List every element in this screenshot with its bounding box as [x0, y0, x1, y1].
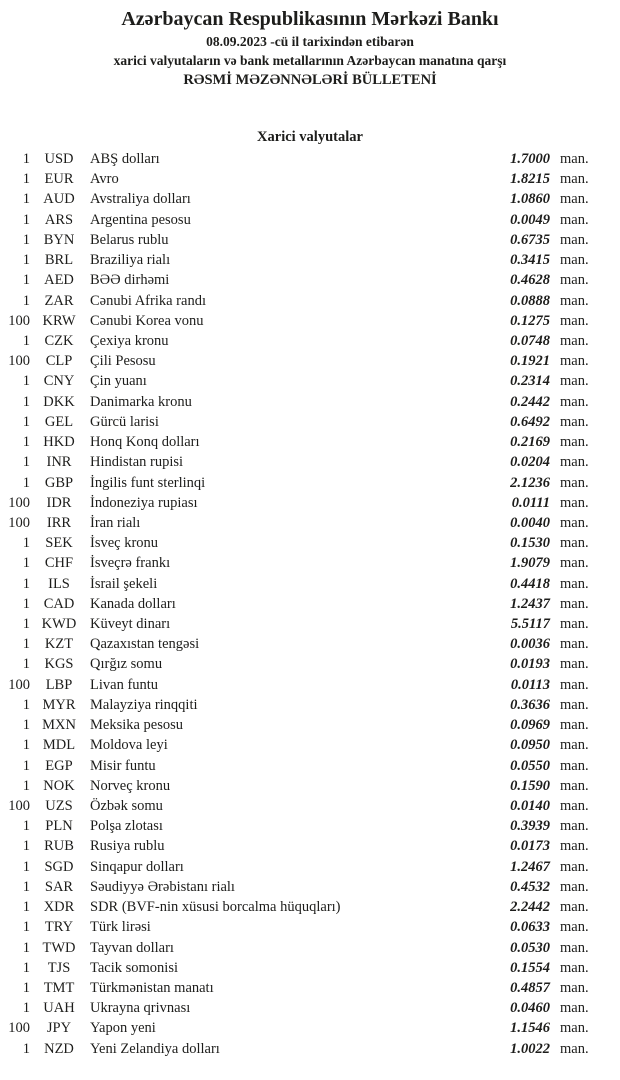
quantity-cell: 100 — [8, 514, 30, 531]
rate-value-cell: 1.8215 — [510, 171, 550, 188]
rate-value-cell: 0.2314 — [510, 373, 550, 390]
rate-value-cell: 0.3636 — [510, 696, 550, 713]
unit-cell: man. — [560, 252, 589, 269]
unit-cell: man. — [560, 616, 589, 633]
unit-cell: man. — [560, 514, 589, 531]
currency-name-cell: Yapon yeni — [90, 1020, 156, 1037]
currency-name-cell: Yeni Zelandiya dolları — [90, 1040, 220, 1057]
unit-cell: man. — [560, 353, 589, 370]
unit-cell: man. — [560, 292, 589, 309]
currency-code-cell: HKD — [43, 434, 75, 451]
exchange-rate-row — [0, 331, 620, 351]
currency-code-cell: BYN — [43, 231, 75, 248]
exchange-rate-row — [0, 796, 620, 816]
rate-value-cell: 0.1921 — [510, 353, 550, 370]
exchange-rate-row — [0, 1018, 620, 1038]
currency-code-cell: TMT — [43, 979, 75, 996]
currency-name-cell: Türk lirəsi — [90, 919, 151, 936]
exchange-rate-row — [0, 291, 620, 311]
quantity-cell: 1 — [22, 757, 30, 774]
rate-value-cell: 0.0111 — [511, 494, 550, 511]
currency-code-cell: INR — [46, 454, 72, 471]
currency-code-cell: IDR — [46, 494, 72, 511]
rate-value-cell: 0.0550 — [510, 757, 550, 774]
rate-value-cell: 0.2442 — [510, 393, 550, 410]
unit-cell: man. — [560, 696, 589, 713]
currency-name-cell: Qazaxıstan tengəsi — [90, 636, 200, 653]
quantity-cell: 1 — [22, 555, 30, 572]
exchange-rate-row — [0, 513, 620, 533]
currency-name-cell: Çili Pesosu — [90, 353, 156, 370]
unit-cell: man. — [560, 899, 589, 916]
quantity-cell: 1 — [22, 959, 30, 976]
unit-cell: man. — [560, 919, 589, 936]
exchange-rate-row — [0, 594, 620, 614]
unit-cell: man. — [560, 818, 589, 835]
currency-code-cell: USD — [44, 151, 74, 167]
currency-code-cell: CAD — [43, 595, 75, 612]
currency-code-cell: ZAR — [44, 292, 74, 309]
exchange-rate-row — [0, 493, 620, 513]
quantity-cell: 1 — [22, 454, 30, 471]
unit-cell: man. — [560, 838, 589, 855]
rate-value-cell: 0.4857 — [510, 979, 550, 996]
exchange-rate-row — [0, 998, 620, 1018]
rate-value-cell: 1.7000 — [510, 151, 550, 167]
effective-date-line: 08.09.2023 -cü il tarixindən etibarən — [206, 34, 414, 49]
rate-value-cell: 1.1546 — [510, 1020, 550, 1037]
rate-value-cell: 0.0204 — [510, 454, 550, 471]
quantity-cell: 1 — [22, 1040, 30, 1057]
rate-value-cell: 1.2437 — [510, 595, 550, 612]
currency-code-cell: NOK — [43, 777, 75, 794]
unit-cell: man. — [560, 636, 589, 653]
exchange-rate-row — [0, 675, 620, 695]
unit-cell: man. — [560, 171, 589, 188]
quantity-cell: 1 — [22, 939, 30, 956]
exchange-rate-row — [0, 715, 620, 735]
currency-code-cell: ARS — [44, 211, 74, 228]
quantity-cell: 1 — [22, 373, 30, 390]
rate-value-cell: 1.0022 — [510, 1040, 550, 1057]
quantity-cell: 1 — [22, 1000, 30, 1017]
currency-name-cell: Livan funtu — [90, 676, 159, 693]
currency-name-cell: Çin yuanı — [90, 373, 147, 390]
unit-cell: man. — [560, 191, 589, 208]
rate-value-cell: 0.0633 — [510, 919, 550, 936]
quantity-cell: 1 — [22, 595, 30, 612]
currency-name-cell: Moldova leyi — [90, 737, 168, 754]
quantity-cell: 1 — [22, 474, 30, 491]
unit-cell: man. — [560, 393, 589, 410]
currency-name-cell: Honq Konq dolları — [90, 434, 200, 451]
unit-cell: man. — [560, 858, 589, 875]
exchange-rate-row — [0, 169, 620, 189]
currency-name-cell: İndoneziya rupiası — [90, 494, 198, 511]
quantity-cell: 1 — [22, 211, 30, 228]
exchange-rate-row — [0, 432, 620, 452]
currency-name-cell: ABŞ dolları — [90, 151, 160, 167]
quantity-cell: 1 — [22, 171, 30, 188]
quantity-cell: 1 — [22, 434, 30, 451]
quantity-cell: 1 — [22, 878, 30, 895]
currency-name-cell: Sinqapur dolları — [90, 858, 184, 875]
currency-code-cell: TJS — [47, 959, 71, 976]
currency-name-cell: Hindistan rupisi — [90, 454, 184, 471]
currency-code-cell: KGS — [44, 656, 74, 673]
unit-cell: man. — [560, 535, 589, 552]
quantity-cell: 1 — [22, 656, 30, 673]
exchange-rate-row — [0, 938, 620, 958]
currency-name-cell: İsveçrə frankı — [90, 555, 171, 572]
exchange-rate-row — [0, 857, 620, 877]
currency-code-cell: UAH — [43, 1000, 75, 1017]
unit-cell: man. — [560, 373, 589, 390]
currency-code-cell: JPY — [46, 1020, 72, 1037]
currency-name-cell: Küveyt dinarı — [90, 616, 171, 633]
currency-code-cell: CNY — [43, 373, 75, 390]
rate-value-cell: 0.0049 — [510, 211, 550, 228]
currency-name-cell: Tacik somonisi — [90, 959, 178, 976]
rate-value-cell: 0.4532 — [510, 878, 550, 895]
currency-code-cell: EUR — [44, 171, 74, 188]
quantity-cell: 1 — [22, 899, 30, 916]
currency-code-cell: IRR — [46, 514, 72, 531]
rate-value-cell: 1.9079 — [510, 555, 550, 572]
subject-line: xarici valyutaların və bank metallarının Azərbaycan manatına qarşı — [113, 53, 507, 68]
rate-value-cell: 1.2467 — [510, 858, 550, 875]
unit-cell: man. — [560, 555, 589, 572]
bulletin-title: RƏSMİ MƏZƏNNƏLƏRİ BÜLLETENİ — [183, 72, 437, 88]
currency-name-cell: Norveç kronu — [90, 777, 171, 794]
currency-name-cell: Gürcü larisi — [90, 413, 159, 430]
exchange-rate-row — [0, 978, 620, 998]
quantity-cell: 1 — [22, 636, 30, 653]
unit-cell: man. — [560, 757, 589, 774]
currency-name-cell: Tayvan dolları — [90, 939, 174, 956]
exchange-rate-row — [0, 614, 620, 634]
currency-name-cell: İngilis funt sterlinqi — [90, 474, 206, 491]
rate-value-cell: 1.0860 — [510, 191, 550, 208]
currency-code-cell: AED — [44, 272, 74, 289]
rate-value-cell: 0.6735 — [510, 231, 550, 248]
unit-cell: man. — [560, 332, 589, 349]
currency-name-cell: Polşa zlotası — [90, 818, 163, 835]
unit-cell: man. — [560, 676, 589, 693]
currency-name-cell: Danimarka kronu — [90, 393, 192, 410]
quantity-cell: 1 — [22, 919, 30, 936]
currency-code-cell: XDR — [43, 899, 75, 916]
quantity-cell: 1 — [22, 292, 30, 309]
quantity-cell: 1 — [22, 393, 30, 410]
currency-name-cell: Kanada dolları — [90, 595, 176, 612]
rate-value-cell: 0.0748 — [510, 332, 550, 349]
unit-cell: man. — [560, 494, 589, 511]
quantity-cell: 1 — [22, 575, 30, 592]
quantity-cell: 1 — [22, 151, 30, 167]
currency-code-cell: KWD — [41, 616, 77, 633]
currency-name-cell: Çexiya kronu — [90, 332, 169, 349]
currency-code-cell: CZK — [44, 332, 74, 349]
exchange-rate-row — [0, 634, 620, 654]
currency-code-cell: NZD — [44, 1040, 74, 1057]
quantity-cell: 1 — [22, 838, 30, 855]
exchange-rate-row — [0, 230, 620, 250]
currency-code-cell: SEK — [45, 535, 73, 552]
currency-code-cell: BRL — [44, 252, 74, 269]
currency-name-cell: Argentina pesosu — [90, 211, 191, 228]
exchange-rate-row — [0, 533, 620, 553]
rate-value-cell: 0.0036 — [510, 636, 550, 653]
currency-code-cell: SAR — [44, 878, 74, 895]
currency-code-cell: TWD — [42, 939, 76, 956]
exchange-rate-row — [0, 412, 620, 432]
currency-code-cell: AUD — [43, 191, 75, 208]
quantity-cell: 1 — [22, 332, 30, 349]
unit-cell: man. — [560, 413, 589, 430]
currency-name-cell: Türkmənistan manatı — [90, 979, 214, 996]
currency-code-cell: CLP — [45, 353, 73, 370]
currency-code-cell: RUB — [44, 838, 74, 855]
rate-value-cell: 0.0530 — [510, 939, 550, 956]
currency-code-cell: LBP — [45, 676, 73, 693]
currency-code-cell: GBP — [44, 474, 74, 491]
rate-value-cell: 2.2442 — [510, 899, 550, 916]
quantity-cell: 100 — [8, 1020, 30, 1037]
rate-value-cell: 0.0888 — [510, 292, 550, 309]
currency-name-cell: İsrail şekeli — [90, 575, 158, 592]
currency-code-cell: KRW — [42, 312, 76, 329]
rate-value-cell: 0.3415 — [510, 252, 550, 269]
exchange-rate-row — [0, 351, 620, 371]
exchange-rate-row — [0, 735, 620, 755]
unit-cell: man. — [560, 656, 589, 673]
rate-value-cell: 0.1554 — [510, 959, 550, 976]
unit-cell: man. — [560, 312, 589, 329]
rate-value-cell: 0.4628 — [510, 272, 550, 289]
rate-value-cell: 0.0040 — [510, 514, 550, 531]
section-title-foreign-currencies: Xarici valyutalar — [257, 129, 363, 145]
rate-value-cell: 0.2169 — [510, 434, 550, 451]
unit-cell: man. — [560, 272, 589, 289]
rate-value-cell: 0.1275 — [510, 312, 550, 329]
currency-code-cell: KZT — [44, 636, 74, 653]
quantity-cell: 1 — [22, 413, 30, 430]
unit-cell: man. — [560, 595, 589, 612]
unit-cell: man. — [560, 777, 589, 794]
quantity-cell: 1 — [22, 777, 30, 794]
currency-name-cell: Avstraliya dolları — [90, 191, 191, 208]
unit-cell: man. — [560, 1000, 589, 1017]
currency-code-cell: CHF — [44, 555, 74, 572]
rate-value-cell: 0.0950 — [510, 737, 550, 754]
exchange-rate-row — [0, 149, 620, 169]
unit-cell: man. — [560, 878, 589, 895]
exchange-rate-row — [0, 877, 620, 897]
unit-cell: man. — [560, 231, 589, 248]
currency-name-cell: Qırğız somu — [90, 656, 163, 673]
exchange-rate-row — [0, 371, 620, 391]
rate-value-cell: 0.0140 — [510, 798, 550, 814]
exchange-rate-row — [0, 836, 620, 856]
currency-code-cell: EGP — [45, 757, 73, 774]
currency-name-cell: Cənubi Korea vonu — [90, 312, 204, 329]
currency-code-cell: MYR — [42, 696, 76, 713]
unit-cell: man. — [560, 575, 589, 592]
unit-cell: man. — [560, 737, 589, 754]
currency-code-cell: TRY — [44, 919, 74, 936]
quantity-cell: 1 — [22, 231, 30, 248]
currency-name-cell: İsveç kronu — [90, 535, 159, 552]
rate-value-cell: 0.0173 — [510, 838, 550, 855]
unit-cell: man. — [560, 1020, 589, 1037]
currency-name-cell: Ukrayna qrivnası — [90, 1000, 191, 1017]
currency-code-cell: GEL — [44, 413, 74, 430]
quantity-cell: 1 — [22, 858, 30, 875]
exchange-rate-row — [0, 452, 620, 472]
quantity-cell: 1 — [22, 696, 30, 713]
currency-name-cell: İran rialı — [90, 514, 141, 531]
currency-name-cell: Səudiyyə Ərəbistanı rialı — [90, 878, 235, 895]
quantity-cell: 100 — [8, 676, 30, 693]
exchange-rate-row — [0, 473, 620, 493]
unit-cell: man. — [560, 798, 589, 814]
rate-value-cell: 0.6492 — [510, 413, 550, 430]
currency-name-cell: Rusiya rublu — [90, 838, 165, 855]
exchange-rate-row — [0, 756, 620, 776]
rate-value-cell: 0.0193 — [510, 656, 550, 673]
unit-cell: man. — [560, 1040, 589, 1057]
document-header — [0, 6, 620, 91]
exchange-rate-row — [0, 897, 620, 917]
exchange-rate-row — [0, 210, 620, 230]
rate-value-cell: 0.0969 — [510, 717, 550, 734]
exchange-rates-table — [0, 149, 620, 1059]
unit-cell: man. — [560, 151, 589, 167]
currency-name-cell: Malayziya rinqqiti — [90, 696, 198, 713]
quantity-cell: 1 — [22, 272, 30, 289]
currency-code-cell: MXN — [42, 717, 76, 734]
unit-cell: man. — [560, 211, 589, 228]
exchange-rate-row — [0, 270, 620, 290]
exchange-rate-row — [0, 311, 620, 331]
quantity-cell: 1 — [22, 616, 30, 633]
exchange-rate-row — [0, 553, 620, 573]
unit-cell: man. — [560, 939, 589, 956]
rate-value-cell: 0.0113 — [510, 676, 550, 693]
exchange-rate-row — [0, 189, 620, 209]
currency-name-cell: Belarus rublu — [90, 231, 169, 248]
unit-cell: man. — [560, 454, 589, 471]
currency-name-cell: Cənubi Afrika randı — [90, 292, 206, 309]
exchange-rate-row — [0, 392, 620, 412]
rate-value-cell: 0.4418 — [510, 575, 550, 592]
currency-name-cell: Özbək somu — [90, 798, 163, 814]
currency-code-cell: PLN — [45, 818, 73, 835]
currency-name-cell: BƏƏ dirhəmi — [90, 272, 170, 289]
rate-value-cell: 2.1236 — [510, 474, 550, 491]
currency-code-cell: MDL — [42, 737, 76, 754]
unit-cell: man. — [560, 959, 589, 976]
rate-value-cell: 0.1530 — [510, 535, 550, 552]
quantity-cell: 1 — [22, 191, 30, 208]
quantity-cell: 1 — [22, 717, 30, 734]
rate-value-cell: 0.0460 — [510, 1000, 550, 1017]
unit-cell: man. — [560, 434, 589, 451]
unit-cell: man. — [560, 717, 589, 734]
currency-name-cell: Meksika pesosu — [90, 717, 184, 734]
exchange-rate-row — [0, 654, 620, 674]
exchange-rate-row — [0, 1039, 620, 1059]
bank-title: Azərbaycan Respublikasının Mərkəzi Bankı — [121, 8, 499, 30]
rate-value-cell: 0.3939 — [510, 818, 550, 835]
quantity-cell: 1 — [22, 818, 30, 835]
exchange-rate-row — [0, 917, 620, 937]
currency-name-cell: Avro — [90, 171, 119, 188]
currency-code-cell: UZS — [45, 798, 73, 814]
unit-cell: man. — [560, 474, 589, 491]
quantity-cell: 1 — [22, 979, 30, 996]
currency-name-cell: SDR (BVF-nin xüsusi borcalma hüquqları) — [90, 899, 341, 916]
quantity-cell: 100 — [8, 312, 30, 329]
currency-name-cell: Misir funtu — [90, 757, 156, 774]
quantity-cell: 100 — [8, 798, 30, 814]
quantity-cell: 1 — [22, 535, 30, 552]
quantity-cell: 1 — [22, 737, 30, 754]
exchange-rate-row — [0, 695, 620, 715]
exchange-rate-row — [0, 816, 620, 836]
exchange-rate-row — [0, 776, 620, 796]
exchange-rate-row — [0, 250, 620, 270]
currency-code-cell: ILS — [48, 575, 70, 592]
currency-code-cell: SGD — [44, 858, 74, 875]
currency-name-cell: Braziliya rialı — [90, 252, 171, 269]
rate-value-cell: 0.1590 — [510, 777, 550, 794]
exchange-rate-row — [0, 574, 620, 594]
exchange-rate-row — [0, 958, 620, 978]
quantity-cell: 100 — [8, 353, 30, 370]
rate-value-cell: 5.5117 — [510, 616, 550, 633]
currency-code-cell: DKK — [43, 393, 75, 410]
unit-cell: man. — [560, 979, 589, 996]
quantity-cell: 100 — [8, 494, 30, 511]
quantity-cell: 1 — [22, 252, 30, 269]
